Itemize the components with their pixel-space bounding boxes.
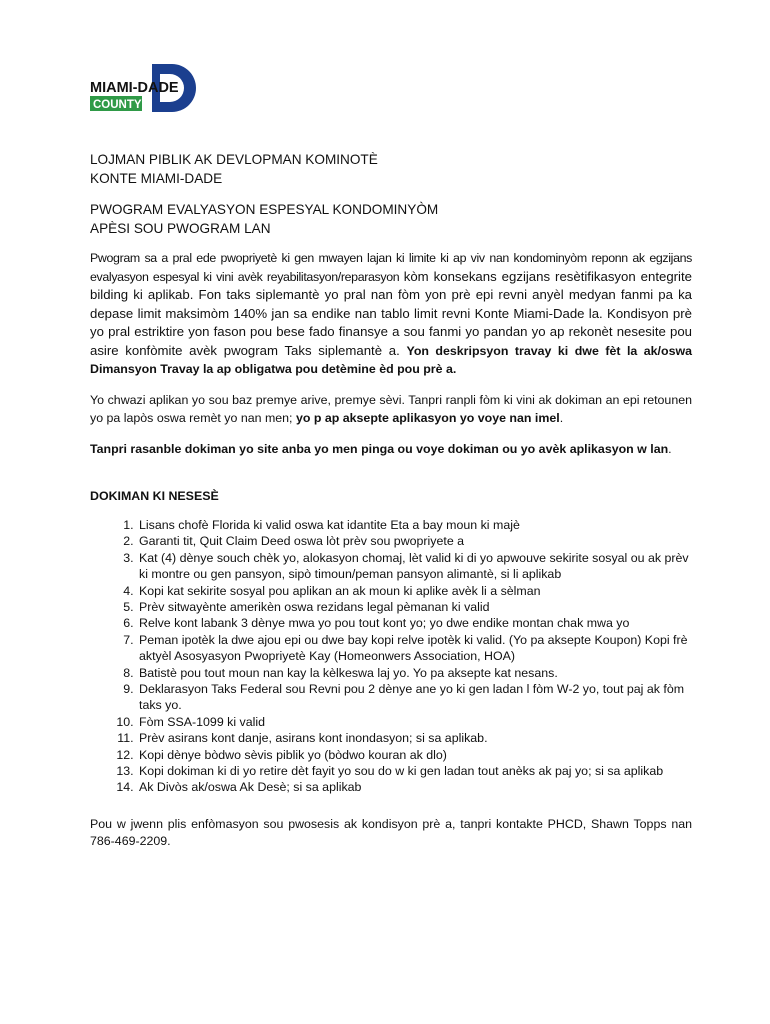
intro-paragraph <box>90 250 692 378</box>
list-item: 4. Kopi kat sekirite sosyal pou aplikan an ak moun ki aplike avèk li a sèlman <box>137 583 692 599</box>
gather-bold: Tanpri rasanble dokiman yo site anba yo men pinga ou voye dokiman ou yo avèk aplikasyon w lan <box>90 442 669 457</box>
selection-text: Yo chwazi aplikan yo sou baz premye arive, premye sèvi. Tanpri ranpli fòm ki vini ak dokiman an epi retounen yo pa lapòs oswa remèt yo nan men; <box>90 393 692 425</box>
list-item: 1. Lisans chofè Florida ki valid oswa kat idantite Eta a bay moun ki majè <box>137 517 692 533</box>
agency-name: LOJMAN PIBLIK AK DEVLOPMAN KOMINOTÈ <box>90 152 378 167</box>
intro-bold: Yon deskripsyon travay ki dwe fèt la ak/oswa Dimansyon Travay la ap obligatwa pou detèmine èd pou prè a. <box>90 343 692 376</box>
selection-paragraph <box>90 392 692 427</box>
contact-paragraph: Pou w jwenn plis enfòmasyon sou pwosesis ak kondisyon prè a, tanpri kontakte PHCD, Shawn Topps nan 786-469-2209. <box>90 816 692 849</box>
list-item: 5. Prèv sitwayènte amerikèn oswa rezidans legal pèmanan ki valid <box>137 599 692 615</box>
gather-documents-paragraph <box>90 441 692 459</box>
list-item: 6. Relve kont labank 3 dènye mwa yo pou tout kont yo; yo dwe endike montan chak mwa yo <box>137 615 692 631</box>
list-item: 2. Garanti tit, Quit Claim Deed oswa lòt prèv sou pwopriyete a <box>137 533 692 549</box>
list-item: 8. Batistè pou tout moun nan kay la kèlkeswa laj yo. Yo pa aksepte kat nesans. <box>137 665 692 681</box>
program-heading <box>90 200 692 238</box>
intro-text-2: kòm konsekans egzijans resètifikasyon entegrite bilding ki aplikab. Fon taks siplemantè yo pral nan fòm yon prè epi revni anyèl medyan fanmi pa ka depase limit maksimòm 140% jan sa endike nan tablo limit revni Konte Miami-Dade la. Kondisyon prè yo pral estriktire yon fason pou bese fado finansye a sou fanmi yo pandan yo ap rekonèt nesesite pou asire konfòmite avèk pwogram Taks siplemantè a. <box>90 268 692 358</box>
list-item: 9. Deklarasyon Taks Federal sou Revni pou 2 dènye ane yo ki gen ladan l fòm W-2 yo, tout paj ak fòm taks yo. <box>137 681 692 714</box>
program-title: PWOGRAM EVALYASYON ESPESYAL KONDOMINYÒM <box>90 202 439 217</box>
intro-text-1: Pwogram sa a pral ede pwopriyetè ki gen mwayen lajan ki limite ki ap viv nan kondominyòm reponn ak egzijans evalyasyon espesyal ki vini avèk reyabilitasyon/reparasyon <box>90 251 692 284</box>
list-item: 7. Peman ipotèk la dwe ajou epi ou dwe bay kopi relve ipotèk ki valid. (Yo pa aksepte Koupon) Kopi frè aktyèl Asosyasyon Pwopriyetè Kay (Homeonwers Association, HOA) <box>137 632 692 665</box>
program-subtitle: APÈSI SOU PWOGRAM LAN <box>90 221 271 236</box>
list-item: 11. Prèv asirans kont danje, asirans kont inondasyon; si sa aplikab. <box>137 730 692 746</box>
selection-end: . <box>559 410 564 425</box>
miami-dade-logo <box>90 62 196 116</box>
list-item: 14. Ak Divòs ak/oswa Ak Desè; si sa aplikab <box>137 779 692 795</box>
document-body <box>90 150 692 865</box>
documents-title: DOKIMAN KI NESESÈ <box>90 488 219 503</box>
logo-line1: MIAMI-DADE <box>90 80 179 96</box>
county-name: KONTE MIAMI-DADE <box>90 171 223 186</box>
list-item: 3. Kat (4) dènye souch chèk yo, alokasyon chomaj, lèt valid ki di yo apwouve sekirite sosyal ou ak prèv ki montre ou gen pansyon, sipò timoun/peman pansyon alimantè, si li aplikab <box>137 550 692 583</box>
logo-line2: COUNTY <box>93 99 142 111</box>
documents-list <box>90 517 692 796</box>
list-item: 13. Kopi dokiman ki di yo retire dèt fayit yo sou do w ki gen ladan tout anèks ak paj yo; si sa aplikab <box>137 763 692 779</box>
agency-heading <box>90 150 692 188</box>
gather-end: . <box>668 442 672 457</box>
list-item: 10. Fòm SSA-1099 ki valid <box>137 714 692 730</box>
list-item: 12. Kopi dènye bòdwo sèvis piblik yo (bòdwo kouran ak dlo) <box>137 747 692 763</box>
selection-bold: yo p ap aksepte aplikasyon yo voye nan imel <box>295 410 560 425</box>
